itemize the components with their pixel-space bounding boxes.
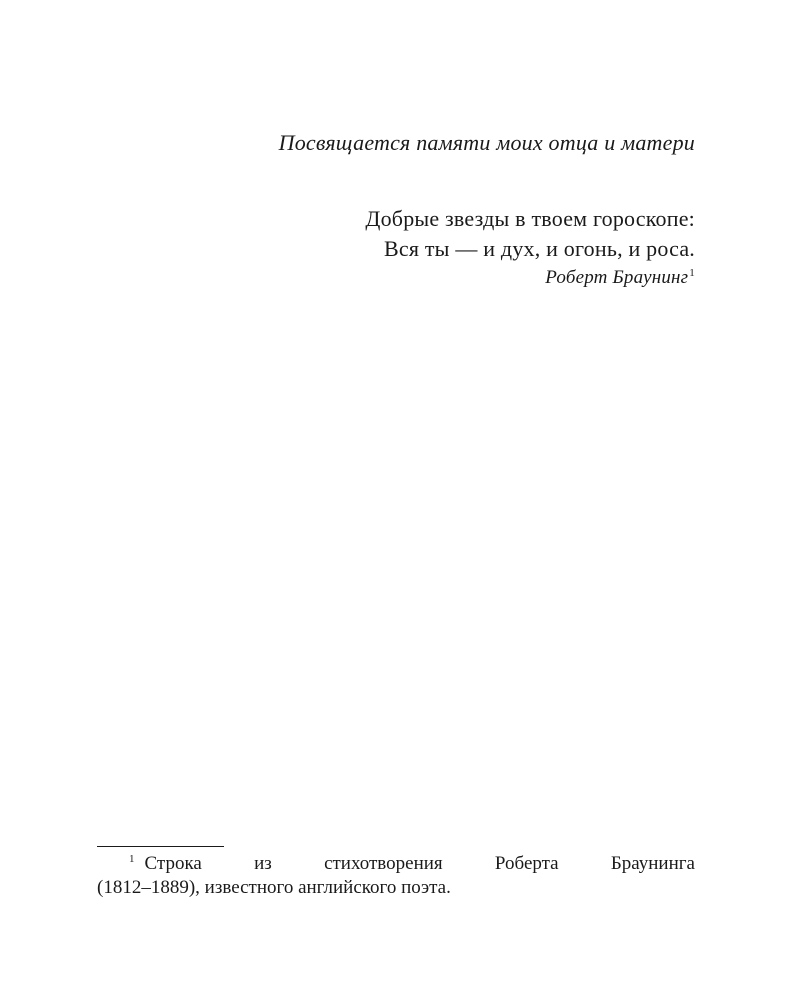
footnote-separator	[97, 846, 224, 847]
footnote-reference: 1	[689, 267, 695, 279]
attribution-author: Роберт Браунинг	[545, 267, 689, 288]
dedication: Посвящается памяти моих отца и матери	[278, 130, 695, 155]
footnote-marker: 1	[129, 853, 135, 865]
footnote-line-1	[97, 852, 695, 876]
epigraph-line-1: Добрые звезды в твоем гороскопе:	[365, 206, 695, 231]
epigraph-attribution	[135, 265, 695, 291]
epigraph	[135, 204, 695, 291]
footnote-text-1: Строка из стихотворения Роберта Браунинга	[144, 853, 695, 874]
footnote	[97, 852, 695, 900]
footnote-line-2: (1812–1889), известного английского поэта.	[97, 877, 451, 898]
epigraph-line-2: Вся ты — и дух, и огонь, и роса.	[384, 236, 695, 261]
